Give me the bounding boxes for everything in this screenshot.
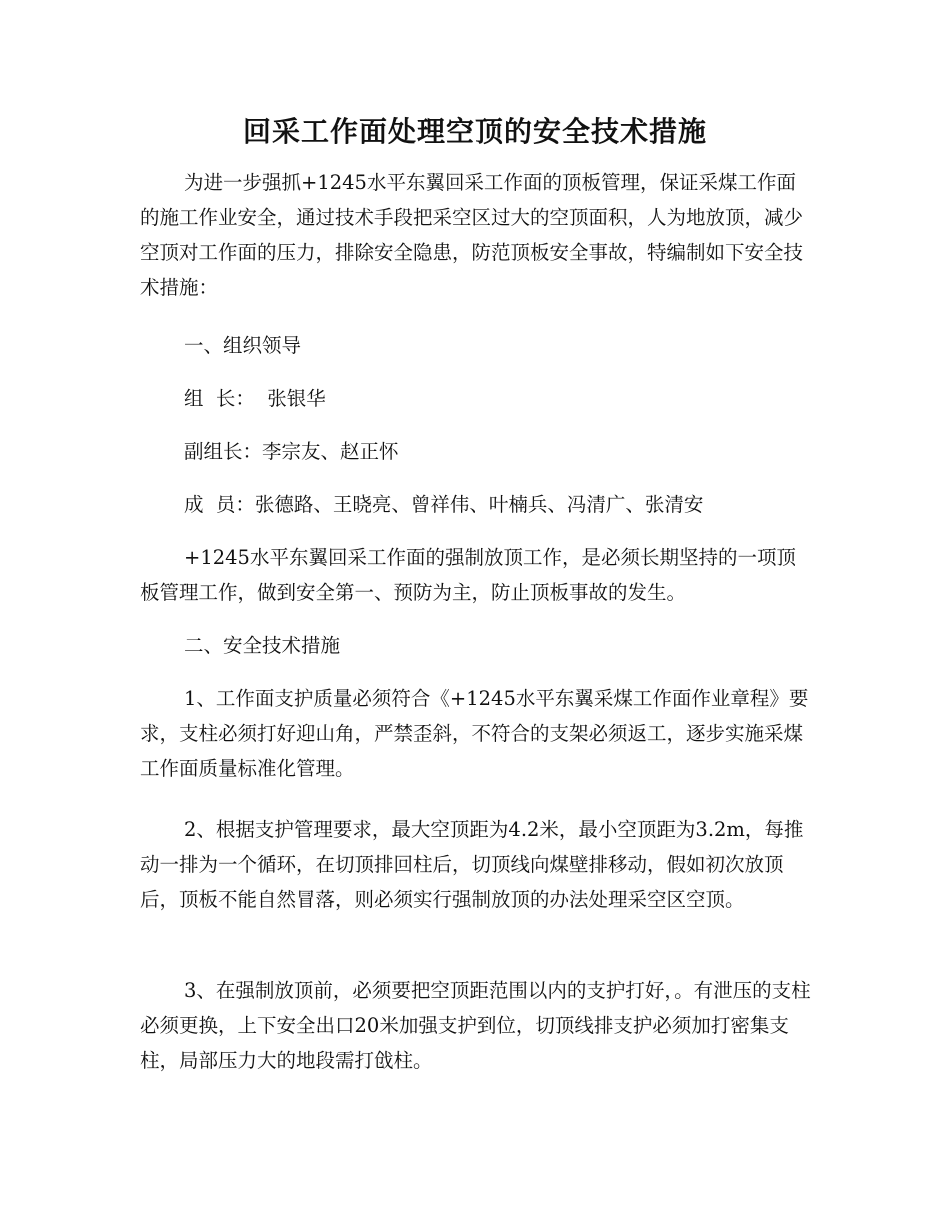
section-heading-measures: 二、安全技术措施 [184, 634, 341, 657]
measure-2-paragraph: 2、根据支护管理要求，最大空顶距为4.2米，最小空顶距为3.2m，每推动一排为一个循环，在切顶排回柱后，切顶线向煤壁排移动，假如初次放顶后，顶板不能自然冒落，则必须实行强制放顶的办法处理采空区空顶。 [140, 818, 804, 911]
section-heading-organization: 一、组织领导 [184, 334, 302, 357]
intro-paragraph: 为进一步强抓+1245水平东翼回采工作面的顶板管理，保证采煤工作面的施工作业安全，通过技术手段把采空区过大的空顶面积，人为地放顶，减少空顶对工作面的压力，排除安全隐患，防范顶板安全事故，特编制如下安全技术措施： [140, 171, 804, 299]
leader-line: 组 长： 张银华 [184, 387, 326, 410]
members-line: 成 员：张德路、王晓亮、曾祥伟、叶楠兵、冯清广、张清安 [184, 493, 704, 516]
statement-paragraph: +1245水平东翼回采工作面的强制放顶工作，是必须长期坚持的一项顶板管理工作，做到安全第一、预防为主，防止顶板事故的发生。 [140, 546, 796, 604]
deputy-leader-line: 副组长：李宗友、赵正怀 [184, 440, 399, 463]
measure-3-paragraph: 3、在强制放顶前，必须要把空顶距范围以内的支护打好，。有泄压的支柱必须更换，上下安全出口20米加强支护到位，切顶线排支护必须加打密集支柱，局部压力大的地段需打戗柱。 [140, 979, 811, 1072]
measure-1-paragraph: 1、工作面支护质量必须符合《+1245水平东翼采煤工作面作业章程》要求，支柱必须打好迎山角，严禁歪斜，不符合的支架必须返工，逐步实施采煤工作面质量标准化管理。 [140, 687, 809, 780]
document-title: 回采工作面处理空顶的安全技术措施 [242, 115, 707, 148]
